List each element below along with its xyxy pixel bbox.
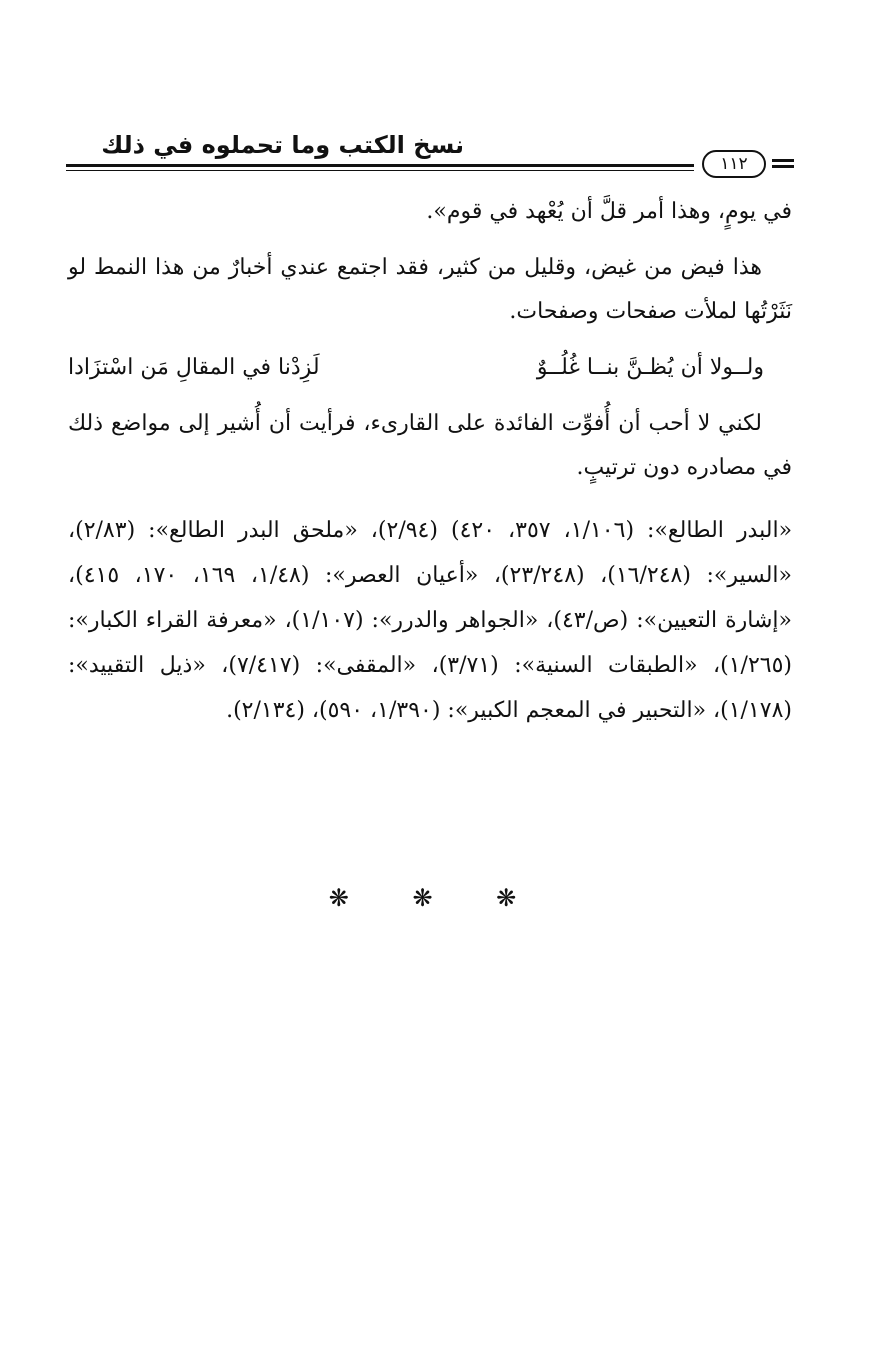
header-title: نسخ الكتب وما تحملوه في ذلك	[101, 131, 464, 159]
references-list: «البدر الطالع»: (١/١٠٦، ٣٥٧، ٤٢٠) (٢/٩٤)، «ملحق البدر الطالع»: (٢/٨٣)، «السير»: (١٦/٢٤٨)، (٢٣/٢٤٨)، «أعيان العصر»: (١/٤٨، ١٦٩، ١٧٠، ٤١٥)، «إشارة التعيين»: (ص/٤٣)، «الجواهر والدرر»: (١/١٠٧)، «معرفة القراء الكبار»: (١/٢٦٥)، «الطبقات السنية»: (٣/٧١)، «المقفى»: (٧/٤١٧)، «ذيل التقييد»: (١/١٧٨)، «التحبير في المعجم الكبير»: (١/٣٩٠، ٥٩٠)، (٢/١٣٤).	[68, 518, 793, 723]
section-separator: ❋ ❋ ❋	[328, 884, 545, 912]
header-dash	[772, 165, 794, 168]
header-rule-thin	[66, 170, 694, 171]
page-body	[68, 190, 792, 745]
page-number: ١١٢	[702, 150, 766, 178]
paragraph-quote-end: في يومٍ، وهذا أمر قلَّ أن يُعْهد في قوم».	[426, 199, 792, 224]
running-header	[66, 128, 794, 176]
paragraph-sources-intro: لكني لا أحب أن أُفوِّت الفائدة على القارىء، فرأيت أن أُشير إلى مواضع ذلك في مصادره دون ترتيبٍ.	[68, 411, 792, 480]
header-dash	[772, 159, 794, 162]
header-rule	[66, 164, 694, 167]
paragraph-abundance: هذا فيض من غيض، وقليل من كثير، فقد اجتمع عندي أخبارٌ من هذا النمط لو نَثَرْتُها لملأت صفحات وصفحات.	[68, 255, 792, 324]
poetry-verse	[68, 346, 792, 390]
verse-hemistich-first: ولــولا أن يُظـنَّ بنــا غُلُــوٌ	[536, 355, 764, 380]
verse-hemistich-second: لَزِدْنا في المقالِ مَن اسْتزَادا	[68, 355, 320, 380]
